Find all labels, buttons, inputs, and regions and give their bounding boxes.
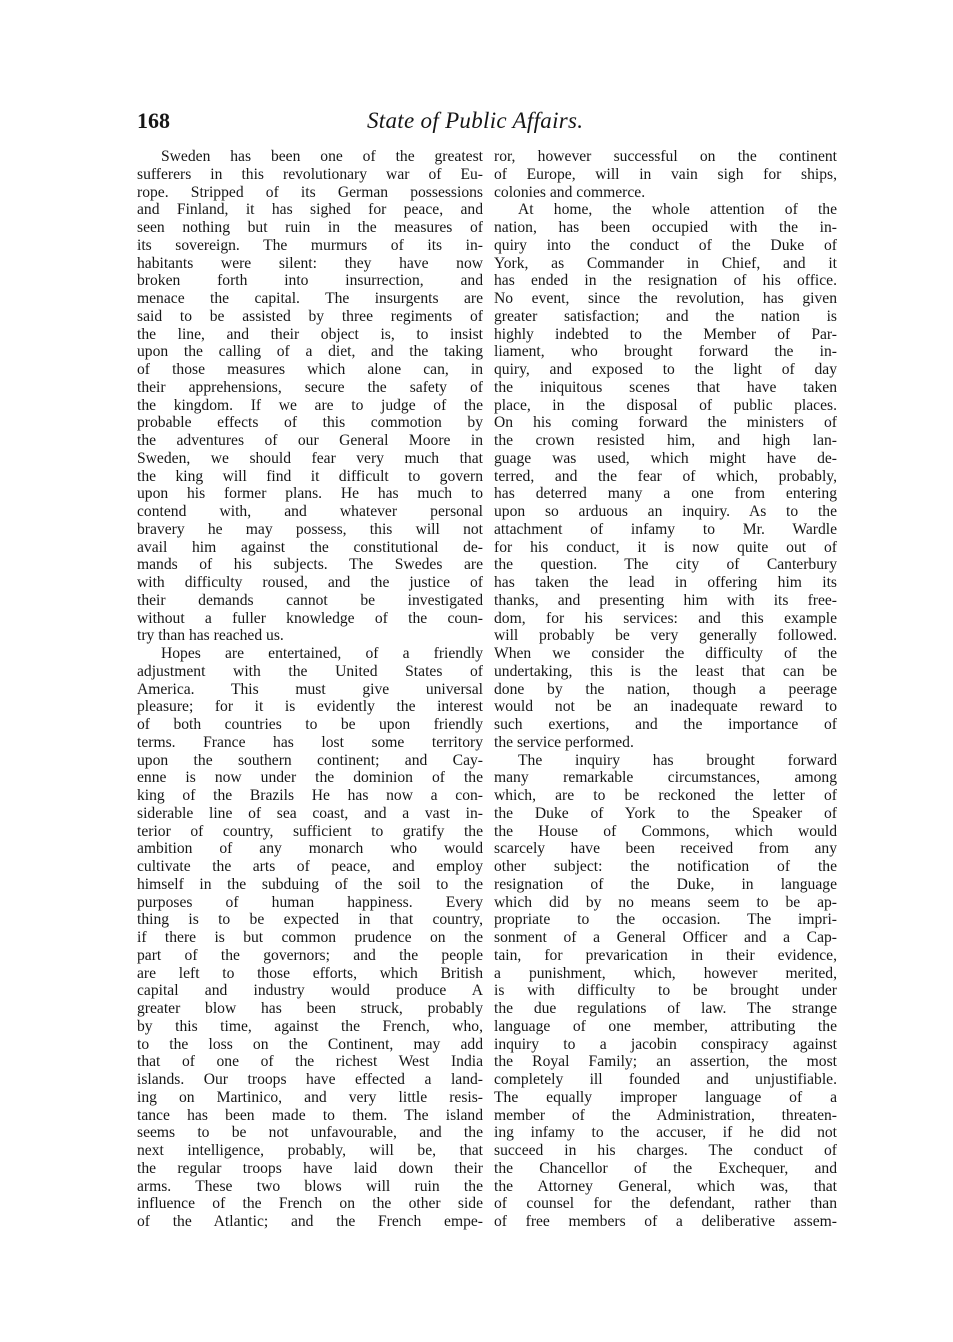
text-line: succeed in his charges. The conduct of (494, 1142, 837, 1159)
text-line: terior of country, sufficient to gratify the (137, 822, 483, 840)
text-line: broken forth into insurrection, and (137, 272, 483, 290)
text-line: the kingdom. If we are to judge of the (137, 396, 483, 414)
text-line: place, in the disposal of public places. (494, 396, 837, 414)
page-number: 168 (137, 108, 170, 133)
text-line: inquiry to a jacobin conspiracy against (494, 1035, 837, 1053)
text-line: the Chancellor of the Exchequer, and (494, 1159, 837, 1177)
text-line: and Finland, it has sighed for peace, and (137, 201, 483, 219)
text-line: ambition of any monarch who would (137, 840, 483, 858)
paragraph (137, 645, 483, 1231)
text-line: the line, and their object is, to insist (137, 325, 483, 343)
text-line: with difficulty roused, and the justice of (137, 574, 483, 591)
text-line: upon the calling of a diet, and the taking (137, 343, 483, 361)
text-line: the iniquitous scenes that have taken (494, 378, 837, 396)
text-line: next intelligence, probably, will be, that (137, 1142, 483, 1159)
text-line: many remarkable circumstances, among (494, 769, 837, 787)
text-line: greater satisfaction; and the nation is (494, 307, 837, 325)
text-line: other subject: the notification of the (494, 858, 837, 875)
text-line: ing on Martinico, and very little resis- (137, 1088, 483, 1106)
text-line: of those measures which alone can, in (137, 361, 483, 378)
text-line: their demands cannot be investigated (137, 591, 483, 609)
text-line: upon the southern continent; and Cay- (137, 751, 483, 769)
text-line: try than has reached us. (137, 627, 284, 645)
text-line: Sweden has been one of the greatest (161, 148, 483, 165)
text-line: of free members of a deliberative assem- (494, 1213, 837, 1230)
text-line: arms. These two blows will ruin the (137, 1177, 483, 1195)
text-line: quiry, and exposed to the light of day (494, 361, 837, 378)
text-line: rope. Stripped of its German possessions (137, 183, 483, 201)
text-line: Sweden, we should fear very much that (137, 449, 483, 467)
text-line: guage was used, which might have de- (494, 449, 837, 467)
text-line: himself in the subduing of the soil to the (137, 875, 483, 893)
text-line: the adventures of our General Moore in (137, 432, 483, 449)
text-line: without a fuller knowledge of the coun- (137, 609, 483, 627)
text-line: quiry into the conduct of the Duke of (494, 236, 837, 254)
text-line: sonment of a General Officer and a Cap- (494, 929, 837, 946)
text-line: enne is now under the dominion of the (137, 769, 483, 787)
text-line: their apprehensions, secure the safety of (137, 378, 483, 396)
text-line: dom, for his services: and this example (494, 609, 837, 627)
text-line: At home, the whole attention of the (518, 201, 837, 219)
text-line: York, as Commander in Chief, and it (494, 254, 837, 272)
text-line: of both countries to be upon friendly (137, 716, 483, 733)
text-line: the Duke of York to the Speaker of (494, 804, 837, 822)
text-line: scarcely have been received from any (494, 840, 837, 858)
text-line: has taken the lead in offering him its (494, 574, 837, 591)
text-line: seen nothing but ruin in the measures of (137, 219, 483, 236)
paragraph (494, 201, 837, 751)
paragraph (494, 752, 837, 1231)
text-line: thing is to be expected in that country, (137, 911, 483, 929)
text-line: nation, has been occupied with the in- (494, 219, 837, 236)
text-line: America. This must give universal (137, 680, 483, 698)
text-line: which did by no means seem to be ap- (494, 893, 837, 911)
text-line: member of the Administration, threaten- (494, 1106, 837, 1124)
text-line: menace the capital. The insurgents are (137, 290, 483, 307)
text-line: pleasure; for it is evidently the interest (137, 698, 483, 716)
text-line: the king will find it difficult to govern (137, 467, 483, 485)
text-line: has deterred many a one from entering (494, 485, 837, 503)
text-line: purposes of human happiness. Every (137, 893, 483, 911)
running-head: State of Public Affairs. (367, 108, 584, 133)
text-line: ror, however successful on the continent (494, 148, 837, 165)
text-line: of counsel for the defendant, rather than (494, 1195, 837, 1213)
text-line: the crown resisted him, and high lan- (494, 432, 837, 449)
text-line: mands of his subjects. The Swedes are (137, 556, 483, 574)
text-line: if there is but common prudence on the (137, 929, 483, 946)
paragraph (494, 148, 837, 201)
text-line: of the Atlantic; and the French empe- (137, 1213, 483, 1230)
text-line: greater blow has been struck, probably (137, 1000, 483, 1017)
text-line: sufferers in this revolutionary war of Eu- (137, 165, 483, 183)
page-header (137, 106, 837, 140)
text-line: upon so arduous an inquiry. As to the (494, 503, 837, 520)
text-line: by this time, against the French, who, (137, 1017, 483, 1035)
text-line: will probably be very generally followed. (494, 627, 837, 645)
text-line: the service performed. (494, 733, 634, 751)
text-line: The equally improper language of a (494, 1088, 837, 1106)
text-line: avail him against the constitutional de- (137, 538, 483, 556)
text-line: its sovereign. The murmurs of its in- (137, 236, 483, 254)
text-line: islands. Our troops have effected a land- (137, 1071, 483, 1088)
text-line: a punishment, which, however merited, (494, 964, 837, 982)
text-line: probable effects of this commotion by (137, 414, 483, 432)
paragraph (137, 148, 483, 645)
text-line: are left to those efforts, which British (137, 964, 483, 982)
right-column (494, 148, 837, 1231)
text-line: capital and industry would produce A (137, 982, 483, 1000)
text-line: the question. The city of Canterbury (494, 556, 837, 574)
text-line: ing infamy to the accuser, if he did not (494, 1124, 837, 1142)
text-line: such exertions, and the importance of (494, 716, 837, 733)
text-line: undertaking, this is the least that can be (494, 662, 837, 680)
text-line: terred, and the fear of which, probably, (494, 467, 837, 485)
text-line: thanks, and presenting him with its free- (494, 591, 837, 609)
text-line: No event, since the revolution, has given (494, 290, 837, 307)
text-line: liament, who brought forward the in- (494, 343, 837, 361)
text-line: influence of the French on the other side (137, 1195, 483, 1213)
text-line: tain, for prevarication in their evidence, (494, 946, 837, 964)
text-line: king of the Brazils He has now a con- (137, 787, 483, 804)
text-line: cultivate the arts of peace, and employ (137, 858, 483, 875)
text-line: the due regulations of law. The strange (494, 1000, 837, 1017)
left-column (137, 148, 483, 1231)
text-line: to the loss on the Continent, may add (137, 1035, 483, 1053)
text-line: which, are to be reckoned the letter of (494, 787, 837, 804)
text-line: the House of Commons, which would (494, 822, 837, 840)
text-line: When we consider the difficulty of the (494, 645, 837, 662)
text-line: The inquiry has brought forward (518, 751, 837, 769)
text-line: upon his former plans. He has much to (137, 485, 483, 503)
text-line: resignation of the Duke, in language (494, 875, 837, 893)
text-line: said to be assisted by three regiments of (137, 307, 483, 325)
text-line: siderable line of sea coast, and a vast in- (137, 804, 483, 822)
text-line: adjustment with the United States of (137, 662, 483, 680)
text-line: highly indebted to the Member of Par- (494, 325, 837, 343)
text-line: seems to be not unfavourable, and the (137, 1124, 483, 1142)
text-line: attachment of infamy to Mr. Wardle (494, 520, 837, 538)
text-line: would not be an inadequate reward to (494, 698, 837, 716)
text-line: terms. France has lost some territory (137, 733, 483, 751)
text-line: has ended in the resignation of his office. (494, 272, 837, 290)
text-line: the Attorney General, which was, that (494, 1177, 837, 1195)
text-line: completely ill founded and unjustifiable. (494, 1071, 837, 1088)
text-line: tance has been made to them. The island (137, 1106, 483, 1124)
text-line: part of the governors; and the people (137, 946, 483, 964)
text-line: the Royal Family; an assertion, the most (494, 1053, 837, 1071)
text-line: for his conduct, it is now quite out of (494, 538, 837, 556)
text-line: bravery he may possess, this will not (137, 520, 483, 538)
text-line: is with difficulty to be brought under (494, 982, 837, 1000)
text-line: the regular troops have laid down their (137, 1159, 483, 1177)
text-line: colonies and commerce. (494, 183, 646, 201)
text-line: done by the nation, though a peerage (494, 680, 837, 698)
text-line: Hopes are entertained, of a friendly (161, 645, 483, 662)
text-line: of Europe, will in vain sigh for ships, (494, 165, 837, 183)
text-line: contend with, and whatever personal (137, 503, 483, 520)
text-line: On his coming forward the ministers of (494, 414, 837, 432)
text-line: language of one member, attributing the (494, 1017, 837, 1035)
text-line: that of one of the richest West India (137, 1053, 483, 1071)
text-line: habitants were silent: they have now (137, 254, 483, 272)
text-line: propriate to the occasion. The impri- (494, 911, 837, 929)
